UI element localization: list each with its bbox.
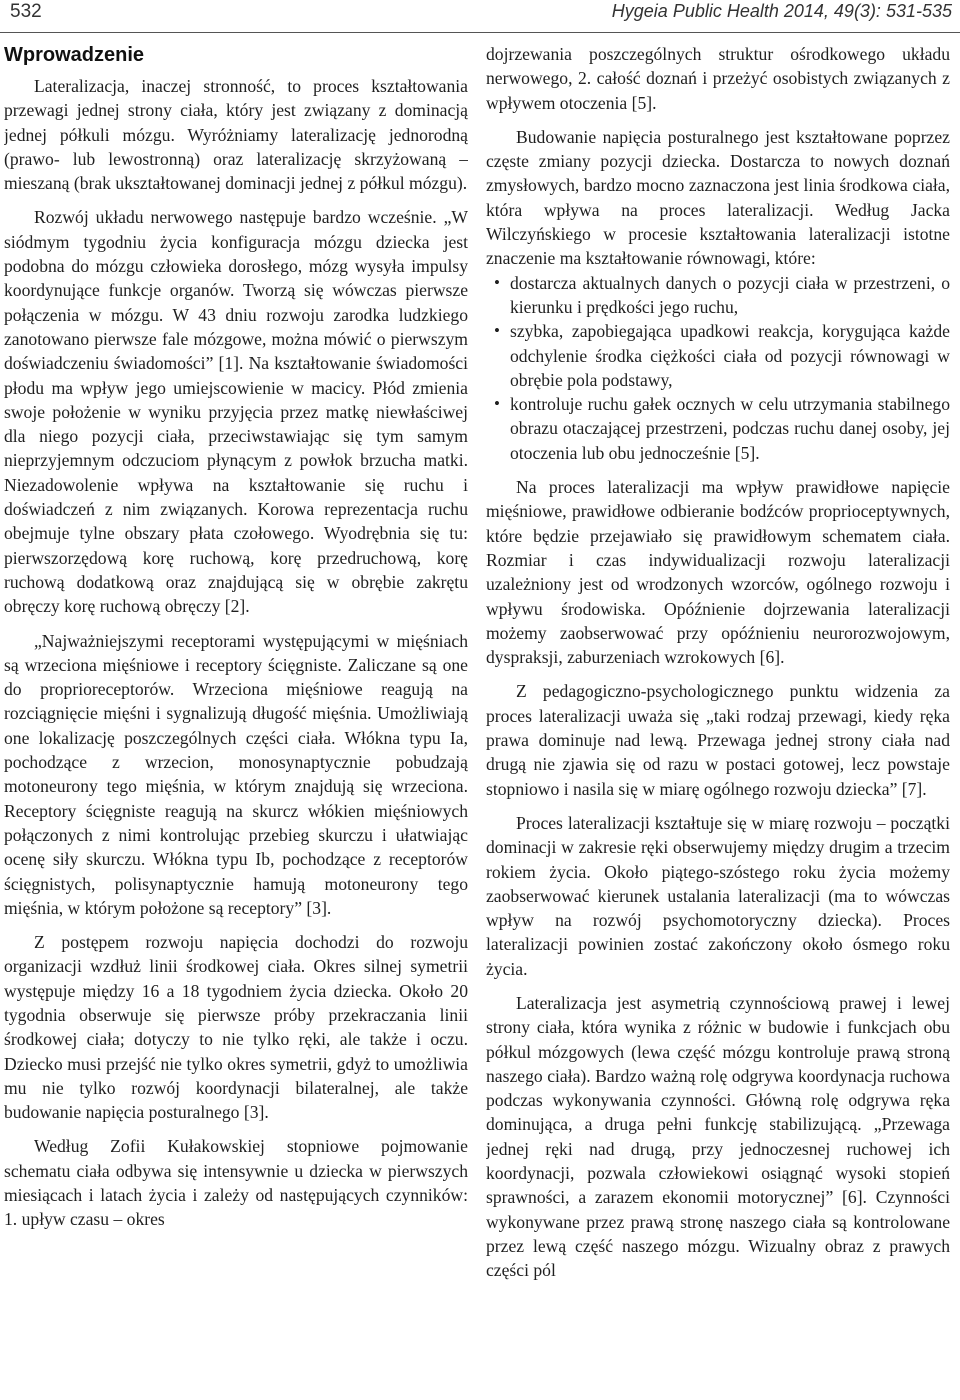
paragraph: Lateralizacja jest asymetrią czynnościową prawej i lewej strony ciała, która wynika z różnic w budowie i funkcjach obu półkul mózgowych (lewa część mózgu kontroluje prawą stroną naszego ciała). Bardzo ważną rolę odgrywa koordynacja ruchowa podczas wykonywania czynności. Główną rolę odgrywa ręka dominująca, a druga pełni funkcję stabilizującą. „Przewaga jednej ręki nad drugą, przy jednoczesnej ruchowej ich koordynacji, pozwala człowiekowi osiągnąć wysoki stopień sprawności, a zarazem ekonomii motorycznej” [6]. Czynności wykonywane przez prawą stronę naszego ciała są kontrolowane przez lewą część naszego mózgu. Wizualny obraz z prawych części pól [486,992,950,1281]
paragraph: Na proces lateralizacji ma wpływ prawidłowe napięcie mięśniowe, prawidłowe odbieranie bodźców proprioceptywnych, które będzie przejawiało się prawidłowym schematem ciała. Rozmiar i czas indywidualizacji rozwoju lateralizacji uzależniony jest od wrodzonych wzorców, ogólnego rozwoju i wpływu środowiska. Opóźnienie dojrzewania lateralizacji możemy zaobserwować przy opóźnieniu neurorozwojowym, dyspraksji, zaburzeniach wzrokowych [6]. [486,477,950,668]
paragraph: Lateralizacja, inaczej stronność, to proces kształtowania przewagi jednej strony ciała, który jest związany z dominacją jednej półkuli mózgu. Wyróżniamy lateralizację jednorodną (prawo- lub lewostronną) oraz lateralizację skrzyżowaną – mieszaną (brak ukształtowanej dominacji jednej z półkul mózgu). [4,76,468,194]
list-item [486,271,950,320]
list-item-text: dostarcza aktualnych danych o pozycji ciała w przestrzeni, o kierunku i prędkości jego ruchu, [510,272,950,317]
list-item [486,319,950,392]
paragraph: Z postępem rozwoju napięcia dochodzi do rozwoju organizacji wzdłuż linii środkowej ciała. Okres silnej symetrii występuje między 16 a 18 tygodniem życia dziecka. Około 20 tygodnia obserwuje się pierwsze próby przekraczania linii środkowej ciała; dotyczy to nie tylko ręki, ale także i oczu. Dziecko musi przejść nie tylko okres symetrii, gdyż to umożliwia mu nie tylko rozwój koordynacji bilateralnej, ale także budowanie napięcia posturalnego [3]. [4,932,468,1123]
paragraph: Według Zofii Kułakowskiej stopniowe pojmowanie schematu ciała odbywa się intensywnie u dziecka w pierwszych miesiącach i latach życia i zależy od następujących czynników: 1. upływ czasu – okres [4,1136,468,1230]
bullet-icon: • [494,321,500,341]
bullet-icon: • [494,272,500,292]
paragraph: Proces lateralizacji kształtuje się w miarę rozwoju – początki dominacji w zakresie ręki obserwujemy między drugim a trzecim rokiem życia. Około piątego-szóstego roku życia możemy zaobserwować kierunek ustalania lateralizacji (ma to wówczas wpływ na rozwój psychomotoryczny dziecka). Proces lateralizacji powinien zostać zakończony około ósmego roku życia. [486,812,950,979]
paragraph: Z pedagogiczno-psychologicznego punktu widzenia za proces lateralizacji uważa się „taki rodzaj przewagi, kiedy ręka prawa dominuje nad lewą. Przewaga jednej strony ciała nad drugą nie zjawia się od razu w postaci gotowej, lecz powstaje stopniowo i nasila się w miarę ogólnego rozwoju dziecka” [7]. [486,681,950,799]
page-number: 532 [10,1,42,22]
section-heading: Wprowadzenie [4,44,145,66]
paragraph: Rozwój układu nerwowego następuje bardzo wcześnie. „W siódmym tygodniu życia konfiguracja mózgu dziecka jest podobna do mózgu człowieka dorosłego, mózg wysyła impulsy koordynujące funkcje organów. Tworzą się wówczas pierwsze połączenia w mózgu. W 43 dniu rozwoju zarodka ludzkiego zanotowano pierwsze fale mózgowe, można mówić o pierwszym doświadczeniu świadomości” [1]. Na kształtowanie świadomości płodu ma wpływ jego umiejscowienie w macicy. Płód zmienia swoje położenie w wyniku przyjęcia przez matkę niewłaściwej dla niego pozycji ciała, przeciwstawiając się tym samym nieprzyjemnym odczuciom płynącym z powłok brzucha matki. Niezadowolenie wpływa na kształtowanie się ruchu i doświadczeń z nim związanych. Korowa reprezentacja ruchu obejmuje tylne obszary płata czołowego. Wyodrębnia się tu: pierwszorzędową korę ruchową, korę przedruchową, korę ruchową dodatkową oraz znajdującą się w obrębie zakrętu obręczy korę ruchową obręczy [2]. [4,207,468,617]
journal-citation: Hygeia Public Health 2014, 49(3): 531-535 [611,1,952,21]
right-column [486,42,950,1398]
running-header [0,0,960,33]
bullet-icon: • [494,394,500,414]
left-column [4,42,468,1398]
paragraph: Budowanie napięcia posturalnego jest kształtowane poprzez częste zmiany pozycji dziecka. Dostarcza to nowych doznań zmysłowych, bardzo mocno zaznaczona jest linia środkowa ciała, która wpływa na proces lateralizacji. Według Jacka Wilczyńskiego w procesie kształtowania lateralizacji istotne znaczenie ma kształtowanie równowagi, które: [486,126,950,269]
paragraph-continued: dojrzewania poszczególnych struktur ośrodkowego układu nerwowego, 2. całość doznań i przeżyć osobistych związanych z wpływem otoczenia [5]. [486,44,950,113]
paragraph: „Najważniejszymi receptorami występującymi w mięśniach są wrzeciona mięśniowe i receptory ścięgniste. Zaliczane są one do proprioreceptorów. Wrzeciona mięśniowe reagują na rozciągnięcie mięśni i sygnalizują długość mięśnia. Umożliwiają one lokalizację poszczególnych części ciała. Włókna typu Ia, pochodzące z wrzecion, monosynaptycznie pobudzają motoneurony tego mięśnia, w którym znajdują się wrzeciona. Receptory ścięgniste reagują na skurcz włókien mięśniowych połączonych z nimi kontrolując przebieg skurczu i ułatwiając ocenę siły skurczu. Włókna typu Ib, pochodzące z receptorów ścięgnistych, polisynaptycznie hamują motoneurony tego mięśnia, w którym położone są receptory” [3]. [4,630,468,918]
list-item-text: szybka, zapobiegająca upadkowi reakcja, korygująca każde odchylenie środka ciężkości ciała od pozycji równowagi w obrębie pola podstawy, [510,321,950,390]
list-item [486,392,950,465]
bullet-list [486,271,950,465]
list-item-text: kontroluje ruchu gałek ocznych w celu utrzymania stabilnego obrazu otaczającej przestrzeni, podczas ruchu danej osoby, jej otoczenia lub obu jednocześnie [5]. [510,394,950,463]
